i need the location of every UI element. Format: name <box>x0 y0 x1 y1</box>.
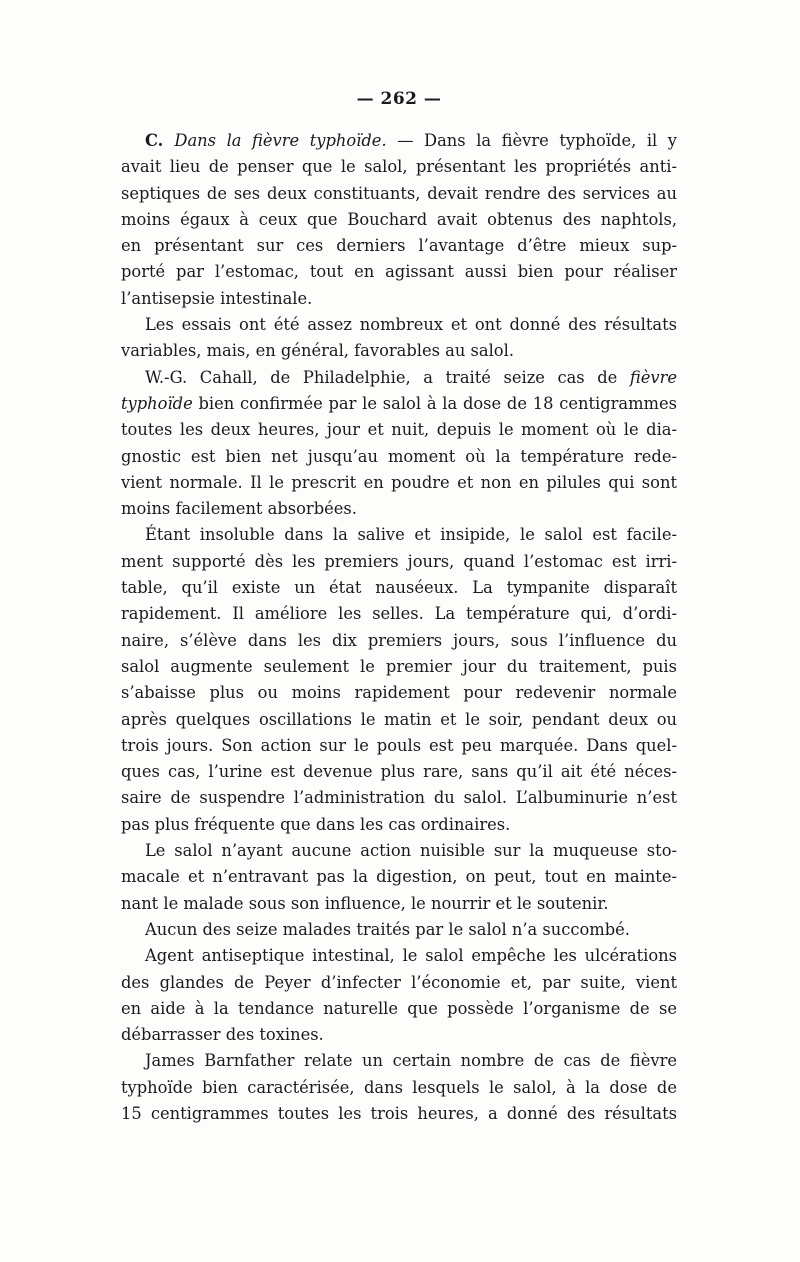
text-run: variables, mais, en général, favorables au salol. <box>121 341 514 361</box>
paragraph-first-line <box>121 365 677 391</box>
text-line <box>121 575 677 601</box>
text-run: toutes les deux heures, jour et nuit, depuis le moment où le dia- <box>121 420 677 440</box>
text-run: moins facilement absorbées. <box>121 499 357 519</box>
text-run: ment supporté dès les premiers jours, quand l’estomac est irri- <box>121 551 677 571</box>
text-run: Étant insoluble dans la salive et insipide, le salol est facile- <box>145 525 677 545</box>
paragraph-first-line <box>121 917 677 943</box>
text-line <box>121 233 677 259</box>
text-line <box>121 338 677 364</box>
text-line <box>121 1075 677 1101</box>
text-line <box>121 549 677 575</box>
text-line <box>121 970 677 996</box>
text-line <box>121 181 677 207</box>
text-run: table, qu’il existe un état nauséeux. La tympanite disparaît <box>121 578 677 598</box>
text-line <box>121 1101 677 1127</box>
text-line <box>121 864 677 890</box>
text-run: pas plus fréquente que dans les cas ordinaires. <box>121 814 511 834</box>
paragraph-first-line <box>121 943 677 969</box>
text-line <box>121 707 677 733</box>
text-line <box>121 891 677 917</box>
text-run: moins égaux à ceux que Bouchard avait obtenus des naphtols, <box>121 209 677 229</box>
text-run: 15 centigrammes toutes les trois heures, a donné des résultats <box>121 1103 677 1123</box>
paragraph-first-line <box>121 838 677 864</box>
text-line <box>121 444 677 470</box>
text-run: avait lieu de penser que le salol, présentant les propriétés anti- <box>121 157 677 177</box>
text-run: des glandes de Peyer d’infecter l’économie et, par suite, vient <box>121 972 677 992</box>
text-run: Le salol n’ayant aucune action nuisible sur la muqueuse sto- <box>145 841 677 861</box>
text-run: en aide à la tendance naturelle que possède l’organisme de se <box>121 998 677 1018</box>
text-run: s’abaisse plus ou moins rapidement pour redevenir normale <box>121 683 677 703</box>
text-line <box>121 286 677 312</box>
text-run: ques cas, l’urine est devenue plus rare, sans qu’il ait été néces- <box>121 762 677 782</box>
text-run: porté par l’estomac, tout en agissant aussi bien pour réaliser <box>121 262 677 282</box>
text-run: typhoïde bien caractérisée, dans lesquels le salol, à la dose de <box>121 1077 677 1097</box>
text-run: rapidement. Il améliore les selles. La température qui, d’ordi- <box>121 604 677 624</box>
page-number: — 262 — <box>356 89 442 109</box>
text-line <box>121 1022 677 1048</box>
italic-text: fièvre <box>629 367 677 387</box>
page-text <box>121 70 677 1127</box>
text-line <box>121 207 677 233</box>
italic-text: Dans la fièvre typhoïde. <box>174 131 387 150</box>
paragraph-first-line <box>121 522 677 548</box>
text-run: septiques de ses deux constituants, devait rendre des services au <box>121 183 677 203</box>
text-run: W.-G. Cahall, de Philadelphie, a traité seize cas de <box>145 367 630 387</box>
text-line <box>121 785 677 811</box>
text-line <box>121 154 677 180</box>
text-run: trois jours. Son action sur le pouls est peu marquée. Dans quel- <box>121 735 677 755</box>
text-run: — Dans la fièvre typhoïde, il y <box>386 131 677 150</box>
text-line <box>121 759 677 785</box>
text-run: vient normale. Il le prescrit en poudre et non en pilules qui sont <box>121 472 677 492</box>
text-run: bien confirmée par le salol à la dose de 18 centigrammes <box>192 393 677 413</box>
text-line <box>121 654 677 680</box>
text-run: Les essais ont été assez nombreux et ont donné des résultats <box>145 315 677 335</box>
text-line <box>121 680 677 706</box>
text-run: l’antisepsie intestinale. <box>121 288 313 308</box>
text-run: gnostic est bien net jusqu’au moment où la température rede- <box>121 446 677 466</box>
text-line <box>121 812 677 838</box>
text-line <box>121 996 677 1022</box>
text-run: Agent antiseptique intestinal, le salol empêche les ulcérations <box>145 946 677 966</box>
paragraph-first-line <box>121 1048 677 1074</box>
paragraph-first-line <box>121 312 677 338</box>
text-line <box>121 259 677 285</box>
text-line <box>121 601 677 627</box>
paragraph-first-line <box>121 128 677 154</box>
text-line <box>121 417 677 443</box>
text-run: Aucun des seize malades traités par le salol n’a succombé. <box>145 919 630 939</box>
text-line <box>121 391 677 417</box>
body-text <box>121 128 677 1127</box>
text-line <box>121 496 677 522</box>
section-heading: C. <box>145 131 175 150</box>
text-run: après quelques oscillations le matin et le soir, pendant deux ou <box>121 709 677 729</box>
italic-text: typhoïde <box>121 393 193 413</box>
text-run: saire de suspendre l’administration du salol. L’albuminurie n’est <box>121 788 677 808</box>
text-run: nant le malade sous son influence, le nourrir et le soutenir. <box>121 893 609 913</box>
text-line <box>121 733 677 759</box>
text-run: naire, s’élève dans les dix premiers jours, sous l’influence du <box>121 630 677 650</box>
text-run: salol augmente seulement le premier jour du traitement, puis <box>121 656 677 676</box>
text-line <box>121 470 677 496</box>
text-run: en présentant sur ces derniers l’avantage d’être mieux sup- <box>121 236 677 256</box>
text-run: James Barnfather relate un certain nombre de cas de fièvre <box>145 1051 677 1071</box>
text-run: débarrasser des toxines. <box>121 1025 324 1045</box>
text-line <box>121 628 677 654</box>
text-run: macale et n’entravant pas la digestion, on peut, tout en mainte- <box>121 867 677 887</box>
